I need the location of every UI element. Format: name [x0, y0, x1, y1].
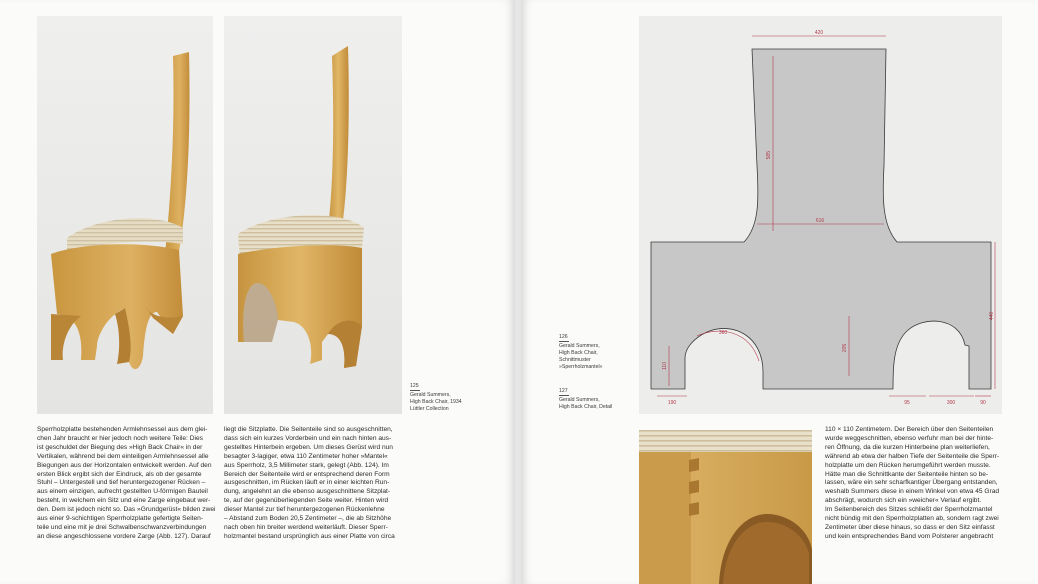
- text-line: Bereich der Seitenteile wird er entsprechend deren Form: [224, 470, 390, 478]
- text-line: lassen, wäre ein sehr scharfkantiger Übergang entstanden,: [825, 479, 998, 487]
- text-line: ausgeschnitten, im Rücken läuft er in einer leichten Run-: [224, 479, 390, 487]
- caption-126: [559, 334, 633, 371]
- text-column-3: [825, 426, 1001, 542]
- dim-foot-width: 190: [667, 400, 677, 406]
- text-line: Im Seitenbereich des Sitzes schließt der Sperrholzmantel: [825, 506, 993, 514]
- dim-centre: 300: [946, 400, 956, 406]
- text-line: Sperrholzplatte bestehenden Armlehnsessel aus dem glei-: [37, 426, 208, 433]
- text-line: ersten Blick ergibt sich der Eindruck, als ob der gesamte: [37, 470, 202, 478]
- caption-125-line-2: High Back Chair, 1934: [410, 399, 462, 405]
- dim-leg-height: 110: [662, 362, 668, 370]
- dim-arc-radius: 360: [718, 330, 728, 336]
- chair-photo-front: [224, 16, 402, 414]
- caption-126-line-2: High Back Chair,: [559, 350, 598, 356]
- text-line: teile und eine mit je drei Schwalbenschwanzverbindungen: [37, 523, 207, 531]
- text-line: nach oben hin breiter werdend weiterläuft. Dieser Sperr-: [224, 523, 388, 531]
- text-line: und kein entsprechendes Band vom Polsterer angebracht: [825, 532, 994, 540]
- caption-126-number: 126: [559, 334, 568, 340]
- text-line: den. Dem ist jedoch nicht so. Das »Grundgerüst« bilden zwei: [37, 506, 216, 514]
- caption-127-line-1: Gerald Summers,: [559, 397, 600, 403]
- caption-127-number: 127: [559, 388, 568, 394]
- text-line: an diese angeschlossene vordere Zarge (Abb. 127). Darauf: [37, 532, 211, 540]
- chair-detail-photo: [639, 430, 812, 584]
- text-line: Vertikalen, während bei dem einteiligen Armlehnsessel alle: [37, 452, 209, 460]
- caption-125-line-1: Gerald Summers,: [410, 392, 451, 398]
- text-line: Hätte man die Schnittkante der Seitenteile hinten so be-: [825, 470, 989, 478]
- caption-126-line-1: Gerald Summers,: [559, 343, 600, 349]
- text-line: abschrägt, wodurch sich ein »weicher« Verlauf ergibt.: [825, 497, 982, 505]
- dim-gap-a: 95: [904, 400, 910, 406]
- text-line: besteht, in welchem ein Sitz und eine Zarge eingebaut wer-: [37, 497, 211, 505]
- text-column-2: [224, 426, 402, 542]
- dim-waist-width: 616: [815, 218, 825, 224]
- text-line: chen Jahr braucht er hier jedoch noch weitere Teile: Dies: [37, 434, 203, 442]
- text-line: wurde weggeschnitten, ebenso verfuhr man bei der hinte-: [825, 434, 994, 442]
- text-line: aus Sperrholz, 3,5 Millimeter stark, gelegt (Abb. 124). Im: [224, 461, 389, 469]
- text-line: 110 × 110 Zentimetern. Der Bereich über den Seitenteilen: [825, 426, 994, 433]
- text-line: weshalb Summers diese in einem Winkel von etwa 45 Grad: [825, 488, 1000, 496]
- text-line: Biegungen aus der Horizontalen entwickelt werden. Auf den: [37, 461, 212, 469]
- caption-125-number: 125: [410, 383, 419, 389]
- chair-detail-illustration: [639, 430, 812, 584]
- chair-photo-side: [37, 16, 213, 414]
- dim-seat-height: 205: [842, 343, 848, 353]
- left-page: [0, 0, 515, 584]
- text-line: liegt die Sitzplatte. Die Seitenteile sind so ausgeschnitten,: [224, 426, 393, 433]
- plywood-cut-pattern: [639, 16, 1002, 414]
- text-line: aus einer 9-schichtigen Sperrholzplatte gefertigte Seiten-: [37, 515, 204, 523]
- text-line: aus einem einzigen, aufrecht gestellten U-förmigen Bauteil: [37, 488, 208, 496]
- text-line: besagter 3-lagiger, etwa 110 Zentimeter hoher »Mantel«: [224, 452, 388, 460]
- dim-top-width: 420: [814, 30, 824, 36]
- dim-gap-b: 90: [980, 400, 986, 406]
- dim-back-height: 585: [766, 151, 772, 160]
- text-line: ist geschuldet der Biegung des »High Back Chair« in der: [37, 443, 203, 451]
- text-line: ren Öffnung, da die kurzen Hinterbeine plan weiterliefen,: [825, 443, 990, 451]
- text-line: gestelltes Hinterbein ergeben. Um dieses Gerüst wird nun: [224, 443, 393, 451]
- text-line: Zentimeter über diese hinaus, so dass er den Sitz einfasst: [825, 523, 995, 531]
- text-line: holzplatte um den Rücken herumgeführt werden musste.: [825, 461, 991, 469]
- text-line: dung, angelehnt an die ebenso ausgeschnittene Sitzplat-: [224, 488, 391, 496]
- dim-side-height: 440: [989, 311, 995, 321]
- text-line: – Abstand zum Boden 20,5 Zentimeter –, die ab Sitzhöhe: [224, 515, 392, 523]
- right-page: [521, 0, 1038, 584]
- text-line: te, auf der gegenüberliegenden Seite weiter. Hinten wird: [224, 497, 389, 505]
- text-line: dass sich ein kurzes Vorderbein und ein nach hinten aus-: [224, 434, 392, 442]
- caption-126-line-3: Schnittmuster: [559, 357, 591, 363]
- caption-125-line-3: Lüttler Collection: [410, 406, 449, 412]
- chair-front-illustration: [224, 16, 402, 414]
- caption-126-line-4: »Sperrholzmantel«: [559, 364, 603, 370]
- text-column-1: [37, 426, 216, 542]
- text-line: dieser Mantel zur tief heruntergezogenen Rückenlehne: [224, 506, 385, 514]
- chair-side-illustration: [37, 16, 213, 414]
- pattern-diagram: [639, 16, 1002, 414]
- caption-127: [559, 388, 639, 411]
- caption-127-line-2: High Back Chair, Detail: [559, 404, 613, 410]
- text-line: nicht bündig mit den Sperrholzplatten ab, sondern ragt zwei: [825, 515, 999, 523]
- text-line: Stuhl – Untergestell und tief heruntergezogener Rücken –: [37, 479, 206, 487]
- caption-125: [410, 383, 510, 413]
- text-line: während ab etwa der halben Tiefe der Seitenteile die Sperr-: [825, 452, 1000, 460]
- text-line: holzmantel bestand ursprünglich aus einer Platte von circa: [224, 532, 395, 540]
